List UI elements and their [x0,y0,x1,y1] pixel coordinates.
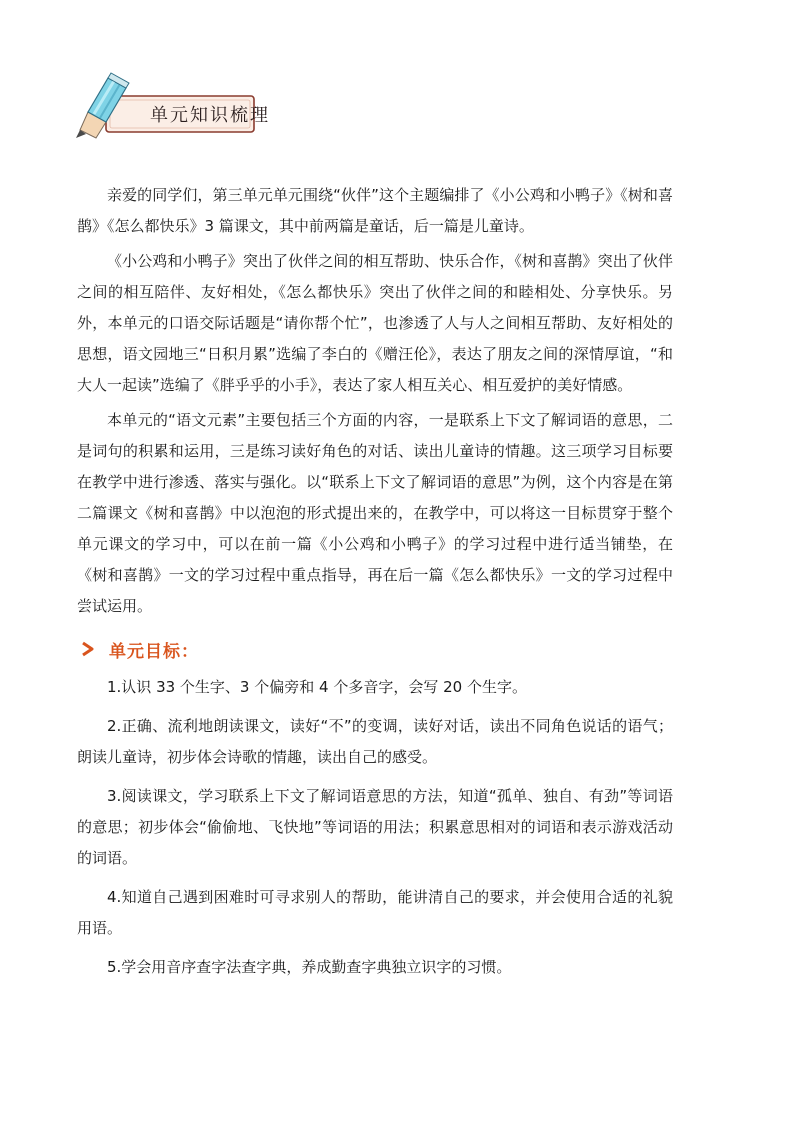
goals-title: 单元目标： [109,641,199,662]
goal-item: 2.正确、流利地朗读课文，读好“不”的变调，读好对话，读出不同角色说话的语气；朗读儿童诗，初步体会诗歌的情趣，读出自己的感受。 [77,717,673,766]
document-body [77,180,673,991]
goal-item: 4.知道自己遇到困难时可寻求别人的帮助，能讲清自己的要求，并会使用合适的礼貌用语。 [77,888,673,937]
paragraph-intro: 亲爱的同学们，第三单元单元围绕“伙伴”这个主题编排了《小公鸡和小鸭子》《树和喜鹊》《怎么都快乐》3 篇课文，其中前两篇是童话，后一篇是儿童诗。 [77,186,673,235]
paragraph-elements: 本单元的“语文元素”主要包括三个方面的内容，一是联系上下文了解词语的意思，二是词句的积累和运用，三是练习读好角色的对话、读出儿童诗的情趣。这三项学习目标要在教学中进行渗透、落实与强化。以“联系上下文了解词语的意思”为例，这个内容是在第二篇课文《树和喜鹊》中以泡泡的形式提出来的，在教学中，可以将这一目标贯穿于整个单元课文的学习中，可以在前一篇《小公鸡和小鸭子》的学习过程中进行适当铺垫，在《树和喜鹊》一文的学习过程中重点指导，再在后一篇《怎么都快乐》一文的学习过程中尝试运用。 [77,411,673,615]
chevron-right-icon [81,641,95,657]
goals-heading [77,634,673,664]
section-title: 单元知识梳理 [150,105,270,126]
paragraph-texts: 《小公鸡和小鸭子》突出了伙伴之间的相互帮助、快乐合作，《树和喜鹊》突出了伙伴之间的相互陪伴、友好相处，《怎么都快乐》突出了伙伴之间的和睦相处、分享快乐。另外，本单元的口语交际话题是“请你帮个忙”，也渗透了人与人之间相互帮助、友好相处的思想，语文园地三“日积月累”选编了李白的《赠汪伦》，表达了朋友之间的深情厚谊，“和大人一起读”选编了《胖乎乎的小手》，表达了家人相互关心、相互爱护的美好情感。 [77,252,673,394]
goal-item: 1.认识 33 个生字、3 个偏旁和 4 个多音字，会写 20 个生字。 [107,678,527,696]
goal-item: 3.阅读课文，学习联系上下文了解词语意思的方法，知道“孤单、独自、有劲”等词语的意思；初步体会“偷偷地、飞快地”等词语的用法；积累意思相对的词语和表示游戏活动的词语。 [77,787,673,867]
goal-item: 5.学会用音序查字法查字典，养成勤查字典独立识字的习惯。 [107,958,512,976]
section-header [68,72,268,142]
